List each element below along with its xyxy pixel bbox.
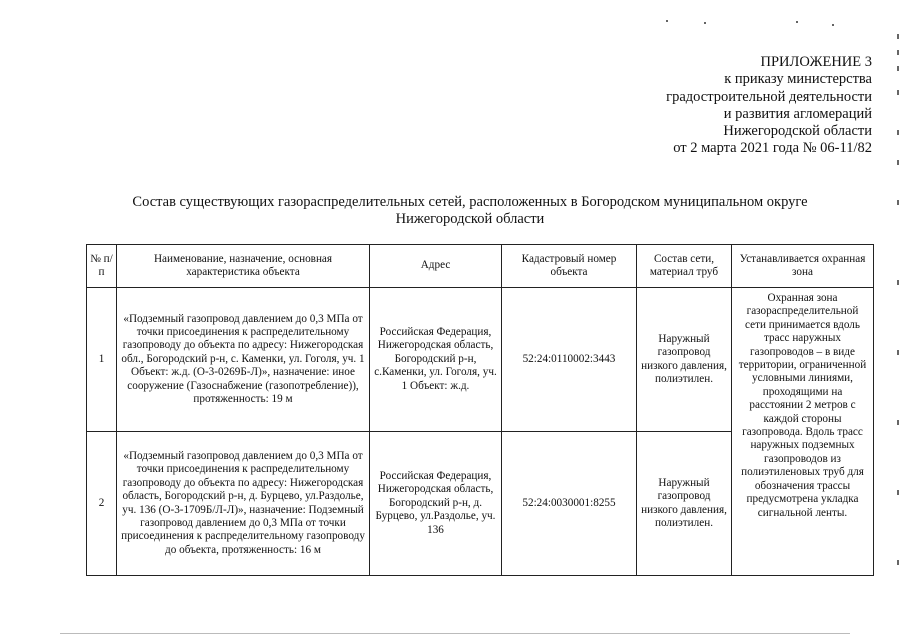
cell-zone: Охранная зона газораспределительной сети принимается вдоль трасс наружных газопроводов – в виде территории, ограниченной условными линиями, проходящими на расстоянии 2 метров с каждой стороны газопровода. Вдоль трасс наружных подземных газопроводов из полиэтиленовых труб для обозначения трассы предусмотрена укладка сигнальной ленты. — [732, 288, 874, 576]
appendix-line: Нижегородской области — [723, 123, 872, 140]
header-name: Наименование, назначение, основная характеристика объекта — [117, 245, 370, 288]
cell-cadastral: 52:24:0030001:8255 — [502, 432, 637, 576]
scan-edge-mark — [897, 490, 899, 495]
document-title — [110, 194, 830, 228]
cell-network: Наружный газопровод низкого давления, полиэтилен. — [637, 288, 732, 432]
table-row — [87, 288, 874, 432]
scan-speck — [832, 24, 834, 26]
cell-cadastral: 52:24:0110002:3443 — [502, 288, 637, 432]
scan-edge-mark — [897, 160, 899, 165]
scan-edge-marks — [893, 20, 899, 620]
appendix-line: и развития агломераций — [723, 105, 872, 122]
document-title-line: Состав существующих газораспределительных сетей, расположенных в Богородском муниципальном округе — [132, 194, 808, 210]
header-zone: Устанавливается охранная зона — [732, 245, 874, 288]
scan-edge-mark — [897, 280, 899, 285]
scan-edge-mark — [897, 34, 899, 39]
document-title-line: Нижегородской области — [395, 211, 545, 227]
table-header-row — [87, 245, 874, 288]
cell-name: «Подземный газопровод давлением до 0,3 МПа от точки присоединения к распределительному газопроводу до объекта по адресу: Нижегородская область, Богородский р-н, д. Бурцево, ул.Раздолье, уч. 136 (О-3-1709Б/Л-Л)», назначение: Подземный газопровод давлением до 0,3 МПа от точки присоединения к распределительному газопроводу до объекта, протяженность: 16 м — [117, 432, 370, 576]
scan-specks — [660, 14, 860, 34]
header-num: № п/п — [87, 245, 117, 288]
scan-speck — [704, 22, 706, 24]
scan-speck — [666, 20, 668, 22]
appendix-header — [542, 54, 872, 158]
scan-edge-mark — [897, 560, 899, 565]
header-cadastral: Кадастровый номер объекта — [502, 245, 637, 288]
header-address: Адрес — [370, 245, 502, 288]
scan-edge-mark — [897, 420, 899, 425]
cell-num: 1 — [87, 288, 117, 432]
appendix-date: от 2 марта 2021 года № 06-11/82 — [673, 140, 872, 157]
appendix-line: градостроительной деятельности — [666, 88, 872, 105]
gas-networks-table — [86, 244, 874, 576]
scan-edge-mark — [897, 90, 899, 95]
scan-speck — [796, 21, 798, 23]
scan-edge-mark — [897, 350, 899, 355]
scan-edge-mark — [897, 130, 899, 135]
cell-address: Российская Федерация, Нижегородская область, Богородский р-н, д. Бурцево, ул.Раздолье, уч. 136 — [370, 432, 502, 576]
cell-address: Российская Федерация, Нижегородская область, Богородский р-н, с.Каменки, ул. Гоголя, уч. 1 Объект: ж.д. — [370, 288, 502, 432]
cell-num: 2 — [87, 432, 117, 576]
appendix-number: ПРИЛОЖЕНИЕ 3 — [760, 54, 872, 70]
scan-edge-mark — [897, 66, 899, 71]
scan-edge-mark — [897, 200, 899, 205]
scan-bottom-edge — [60, 633, 850, 634]
cell-name: «Подземный газопровод давлением до 0,3 МПа от точки присоединения к распределительному газопроводу до объекта по адресу: Нижегородская обл., Богородский р-н, с. Каменки, ул. Гоголя, уч. 1 Объект: ж.д. (О-3-0269Б-Л)», назначение: иное сооружение (Газоснабжение (газопотребление)), протяженность: 19 м — [117, 288, 370, 432]
scan-edge-mark — [897, 50, 899, 55]
header-network: Состав сети, материал труб — [637, 245, 732, 288]
appendix-line: к приказу министерства — [724, 71, 872, 88]
cell-network: Наружный газопровод низкого давления, полиэтилен. — [637, 432, 732, 576]
